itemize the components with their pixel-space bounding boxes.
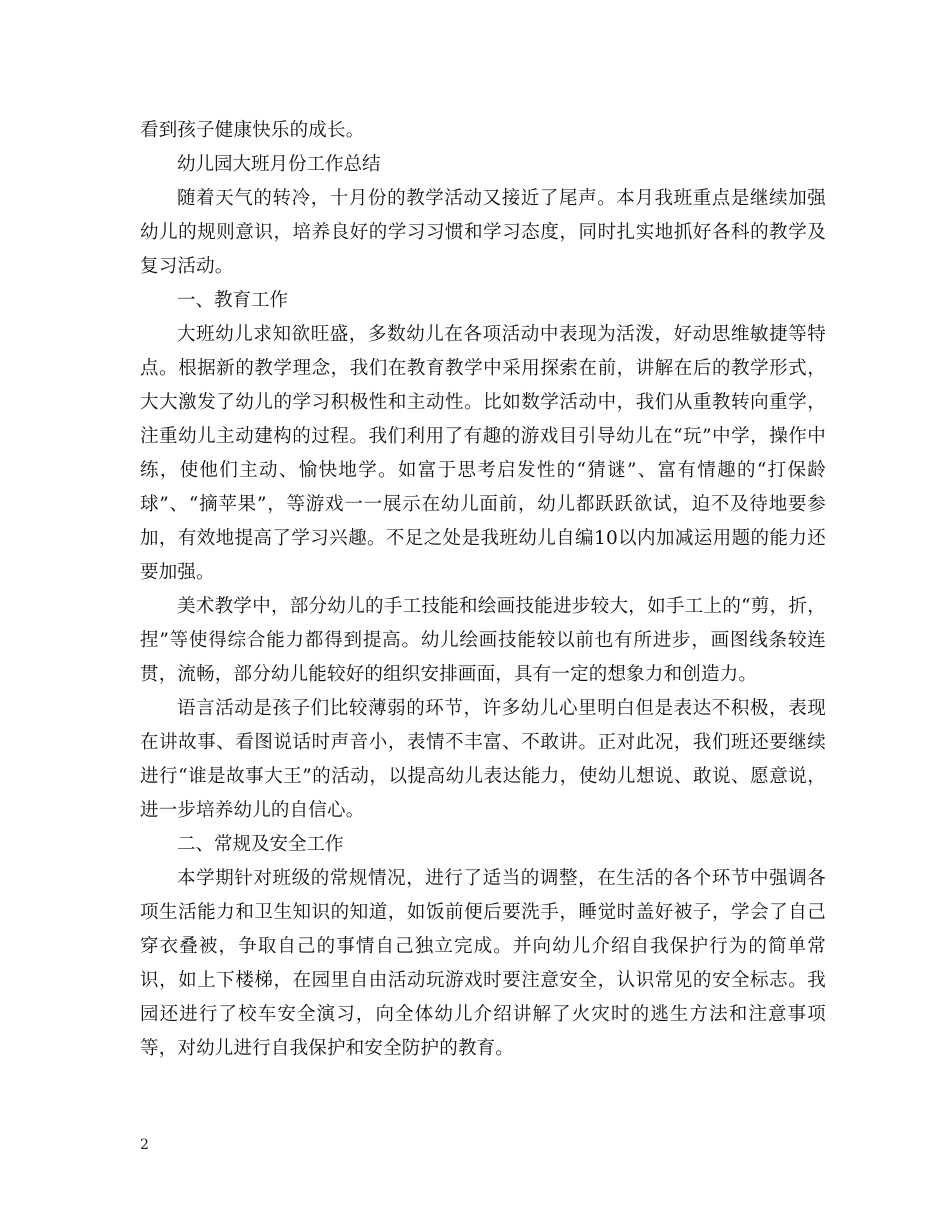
page-number: 2	[140, 1137, 149, 1153]
document-title: 幼儿园大班月份工作总结	[177, 154, 381, 175]
safety-paragraph-1: 本学期针对班级的常规情况，进行了适当的调整，在生活的各个环节中强调各项生活能力和卫生知识的知道，如饭前便后要洗手，睡觉时盖好被子，学会了自己穿衣叠被，争取自己的事情自己独立完成。并向幼儿介绍自我保护行为的简单常识，如上下楼梯，在园里自由活动玩游戏时要注意安全，认识常见的安全标志。我园还进行了校车安全演习，向全体幼儿介绍讲解了火灾时的逃生方法和注意事项等，对幼儿进行自我保护和安全防护的教育。	[140, 868, 826, 1059]
section-heading-safety: 二、常规及安全工作	[177, 834, 344, 855]
document-body	[140, 114, 826, 1066]
education-paragraph-3: 语言活动是孩子们比较薄弱的环节，许多幼儿心里明白但是表达不积极，表现在讲故事、看图说话时声音小，表情不丰富、不敢讲。正对此况，我们班还要继续进行“谁是故事大王”的活动，以提高幼儿表达能力，使幼儿想说、敢说、愿意说，进一步培养幼儿的自信心。	[140, 698, 826, 821]
intro-paragraph: 随着天气的转冷，十月份的教学活动又接近了尾声。本月我班重点是继续加强幼儿的规则意识，培养良好的学习习惯和学习态度，同时扎实地抓好各科的教学及复习活动。	[140, 188, 826, 277]
section-heading-education: 一、教育工作	[177, 290, 289, 311]
education-paragraph-2: 美术教学中，部分幼儿的手工技能和绘画技能进步较大，如手工上的“剪，折，捏”等使得综合能力都得到提高。幼儿绘画技能较以前也有所进步，画图线条较连贯，流畅，部分幼儿能较好的组织安排画面，具有一定的想象力和创造力。	[140, 596, 826, 685]
continuation-paragraph: 看到孩子健康快乐的成长。	[140, 120, 365, 141]
education-paragraph-1: 大班幼儿求知欲旺盛，多数幼儿在各项活动中表现为活泼，好动思维敏捷等特点。根据新的教学理念，我们在教育教学中采用探索在前，讲解在后的教学形式，大大激发了幼儿的学习积极性和主动性。比如数学活动中，我们从重教转向重学，注重幼儿主动建构的过程。我们利用了有趣的游戏目引导幼儿在“玩”中学，操作中练，使他们主动、愉快地学。如富于思考启发性的“猜谜”、富有情趣的“打保龄球”、“摘苹果”，等游戏一一展示在幼儿面前，幼儿都跃跃欲试，迫不及待地要参加，有效地提高了学习兴趣。不足之处是我班幼儿自编10以内加减运用题的能力还要加强。	[140, 324, 826, 583]
